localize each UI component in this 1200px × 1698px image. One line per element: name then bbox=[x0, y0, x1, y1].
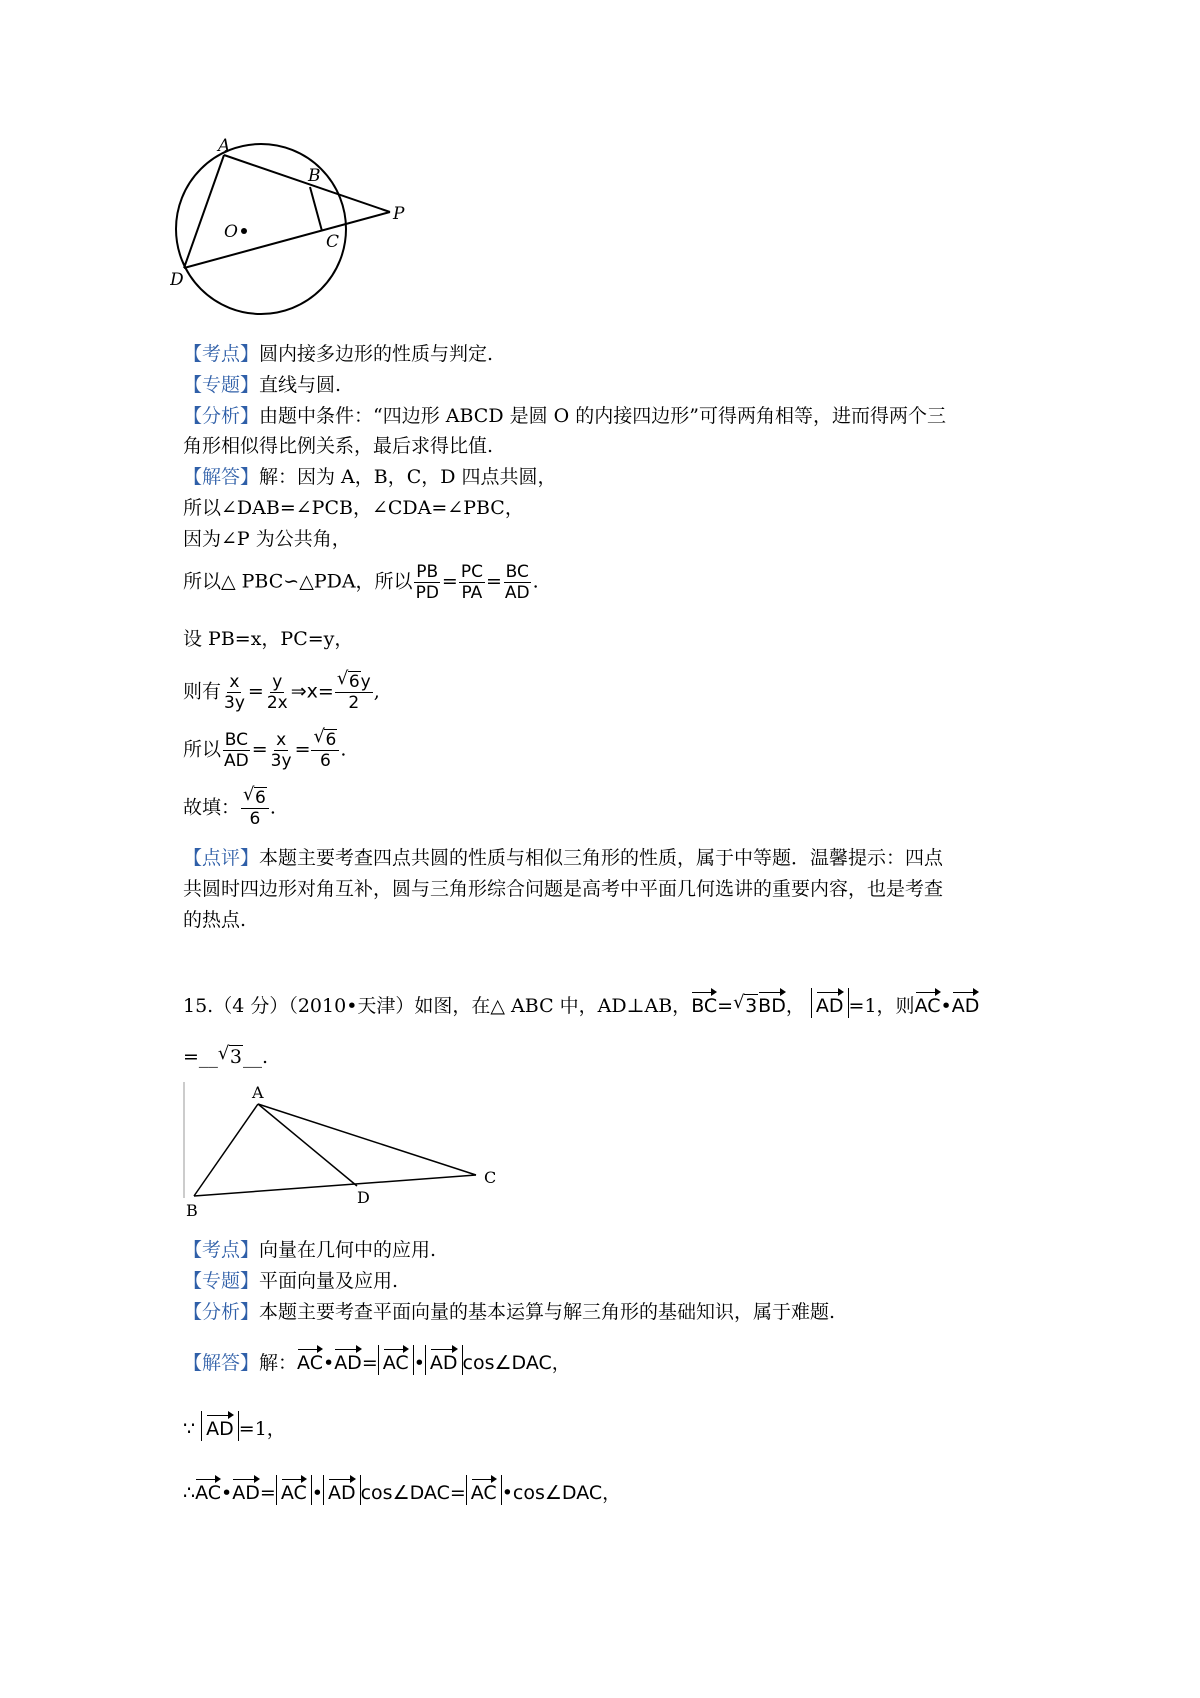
abs-ad: AD bbox=[425, 1345, 463, 1375]
q15-fenxi-row bbox=[183, 1300, 835, 1324]
zhuanti-row bbox=[183, 373, 341, 397]
vector-ad: AD bbox=[952, 988, 980, 1018]
sqrt-sign: √ 3 bbox=[217, 1043, 243, 1068]
solution-line-8: 故填： √ 6 6 . bbox=[183, 784, 276, 829]
kaodian-tag: 【考点】 bbox=[183, 343, 260, 365]
fenxi-tag: 【分析】 bbox=[183, 1301, 260, 1323]
line6-prefix: 则有 bbox=[183, 680, 222, 703]
frac-num: y bbox=[272, 672, 283, 692]
fraction-sqrt6y-2 bbox=[335, 668, 373, 713]
vector-ac: AC bbox=[195, 1475, 221, 1505]
jieda-text-1: 解：因为 A，B，C，D 四点共圆， bbox=[259, 466, 557, 488]
solution-line-2: 所以∠DAB=∠PCB，∠CDA=∠PBC， bbox=[183, 497, 524, 519]
segment-ab bbox=[194, 1104, 258, 1196]
frac-den: 3y bbox=[270, 751, 292, 771]
label-b: B bbox=[308, 166, 321, 186]
fenxi-row bbox=[183, 404, 946, 428]
segment-ac bbox=[258, 1104, 476, 1175]
fenxi-text-2: 角形相似得比例关系，最后求得比值. bbox=[183, 435, 494, 457]
dianping-text-3: 的热点. bbox=[183, 909, 247, 931]
q15-answer: =__ √ 3__. bbox=[183, 1043, 269, 1068]
fraction-sqrt6-6 bbox=[311, 726, 339, 771]
frac-num bbox=[241, 784, 269, 809]
line7-prefix: 所以 bbox=[183, 738, 222, 761]
vector-ad: AD bbox=[334, 1345, 362, 1375]
sqrt-sign: √ 6 bbox=[336, 668, 360, 692]
solution-line-3: 因为∠P 为公共角， bbox=[183, 528, 351, 550]
frac-num: √ 6y bbox=[336, 668, 371, 692]
abs-ac: AC bbox=[378, 1345, 414, 1375]
vector-ac: AC bbox=[915, 988, 941, 1018]
q15-step-3: ∴AC•AD= AC • AD cos∠DAC= AC •cos∠DAC， bbox=[183, 1475, 621, 1505]
zhuanti-tag: 【专题】 bbox=[183, 1270, 260, 1292]
fenxi-text: 本题主要考查平面向量的基本运算与解三角形的基础知识，属于难题. bbox=[259, 1301, 836, 1323]
solution-line-5: 设 PB=x，PC=y， bbox=[183, 628, 354, 650]
label-c: C bbox=[326, 232, 340, 252]
jieda-tag: 【解答】 bbox=[183, 466, 260, 488]
vector-ad: AD bbox=[232, 1475, 260, 1505]
solution-line-7: 所以 $\frac{BC}{AD}$ = $\frac{x}{3y}$ = √ 6 6 . bbox=[183, 726, 347, 771]
frac-den: 3y bbox=[224, 693, 245, 713]
frac-num: BC bbox=[224, 730, 248, 750]
vector-ad: AD bbox=[816, 988, 844, 1018]
triangle-figure bbox=[180, 1078, 510, 1218]
line8-prefix: 故填： bbox=[183, 796, 241, 819]
fenxi-tag: 【分析】 bbox=[183, 405, 260, 427]
line4-prefix: 所以△ PBC∽△PDA，所以 bbox=[183, 570, 413, 593]
sqrt-sign: √ 6 bbox=[243, 784, 266, 808]
q15-kaodian-row bbox=[183, 1238, 436, 1262]
segment-dp bbox=[184, 212, 390, 268]
frac-den: AD bbox=[504, 583, 530, 603]
segment-bc bbox=[310, 187, 322, 231]
solution-line-4: 所以△ PBC∽△PDA，所以 $\frac{PB}{PD}$ = $\frac{PC}{PA}$ = $\frac{BC}{AD}$ . bbox=[183, 562, 539, 603]
abs-ac: AC bbox=[466, 1475, 502, 1505]
zhuanti-text: 直线与圆. bbox=[259, 374, 342, 396]
frac-num: x bbox=[229, 672, 240, 692]
frac-den: 2x bbox=[266, 693, 288, 713]
jieda-tag: 【解答】 bbox=[183, 1352, 260, 1374]
frac-den: 6 bbox=[249, 809, 261, 829]
frac-den: PD bbox=[415, 583, 439, 603]
fraction-sqrt6-6 bbox=[241, 784, 269, 829]
frac-num: PC bbox=[460, 562, 483, 582]
segment-ap bbox=[224, 155, 390, 212]
label-c: C bbox=[484, 1168, 497, 1187]
dianping-row bbox=[183, 846, 943, 870]
vector-bd: BD bbox=[758, 988, 786, 1018]
label-a: A bbox=[218, 136, 231, 156]
fraction-y-2x bbox=[265, 672, 290, 713]
label-d: D bbox=[170, 270, 184, 290]
q15-zhuanti-row bbox=[183, 1269, 398, 1293]
solution-line-6: 则有 $\frac{x}{3y}$ = $\frac{y}{2x}$ ⇒x= √ 6y 2 , bbox=[183, 668, 380, 713]
frac-den: AD bbox=[224, 751, 249, 771]
label-p: P bbox=[393, 204, 405, 224]
fraction-bc-ad bbox=[503, 562, 532, 603]
vector-bc: BC bbox=[691, 988, 717, 1018]
zhuanti-text: 平面向量及应用. bbox=[259, 1270, 399, 1292]
frac-den: PA bbox=[461, 583, 483, 603]
kaodian-text: 向量在几何中的应用. bbox=[259, 1239, 437, 1261]
q15-stem: 15.（4 分）（2010•天津）如图，在△ ABC 中，AD⊥AB，BC= √ 3BD， AD =1，则AC•AD bbox=[183, 988, 979, 1018]
q15-stem-prefix: 15.（4 分）（2010•天津）如图，在△ ABC 中，AD⊥AB， bbox=[183, 995, 692, 1017]
abs-ad: AD bbox=[201, 1411, 239, 1441]
fraction-x-3y bbox=[222, 672, 247, 713]
label-d: D bbox=[357, 1188, 370, 1207]
q15-jieda-row: 【解答】解：AC•AD= AC • AD cos∠DAC， bbox=[183, 1345, 571, 1375]
kaodian-tag: 【考点】 bbox=[183, 1239, 260, 1261]
abs-ad bbox=[811, 988, 849, 1018]
label-a: A bbox=[252, 1083, 264, 1102]
abs-ad: AD bbox=[323, 1475, 361, 1505]
fenxi-text-1: 由题中条件：“四边形 ABCD 是圆 O 的内接四边形”可得两角相等，进而得两个三 bbox=[259, 405, 946, 427]
segment-ad bbox=[258, 1104, 357, 1186]
frac-num: x bbox=[276, 730, 287, 750]
frac-num: BC bbox=[505, 562, 529, 582]
frac-den: 2 bbox=[348, 693, 360, 713]
fraction-pc-pa bbox=[459, 562, 485, 603]
kaodian-text: 圆内接多边形的性质与判定. bbox=[259, 343, 494, 365]
circle-figure bbox=[170, 135, 430, 320]
center-dot bbox=[241, 228, 247, 234]
dianping-text-2: 共圆时四边形对角互补，圆与三角形综合问题是高考中平面几何选讲的重要内容，也是考查 bbox=[183, 878, 944, 900]
dianping-tag: 【点评】 bbox=[183, 847, 260, 869]
sqrt-sign: √ 3 bbox=[733, 992, 758, 1017]
kaodian-row bbox=[183, 342, 493, 366]
frac-den: 6 bbox=[319, 751, 331, 771]
vector-ac: AC bbox=[297, 1345, 323, 1375]
fraction-x-3y bbox=[269, 730, 294, 771]
abs-ac: AC bbox=[276, 1475, 312, 1505]
q15-step-2: ∵ AD =1， bbox=[183, 1411, 286, 1441]
label-b: B bbox=[186, 1201, 198, 1218]
frac-num: PB bbox=[416, 562, 439, 582]
fraction-bc-ad bbox=[222, 730, 251, 771]
jieda-row bbox=[183, 465, 557, 489]
sqrt-sign: √ 6 bbox=[313, 726, 337, 750]
frac-num bbox=[311, 726, 339, 751]
fraction-pb-pd bbox=[414, 562, 441, 603]
segment-bc bbox=[194, 1175, 476, 1196]
label-o: O bbox=[224, 222, 238, 242]
dianping-text-1: 本题主要考查四点共圆的性质与相似三角形的性质，属于中等题．温馨提示：四点 bbox=[259, 847, 944, 869]
implies-arrow: ⇒x= bbox=[290, 680, 334, 703]
zhuanti-tag: 【专题】 bbox=[183, 374, 260, 396]
segment-ad bbox=[184, 155, 224, 268]
